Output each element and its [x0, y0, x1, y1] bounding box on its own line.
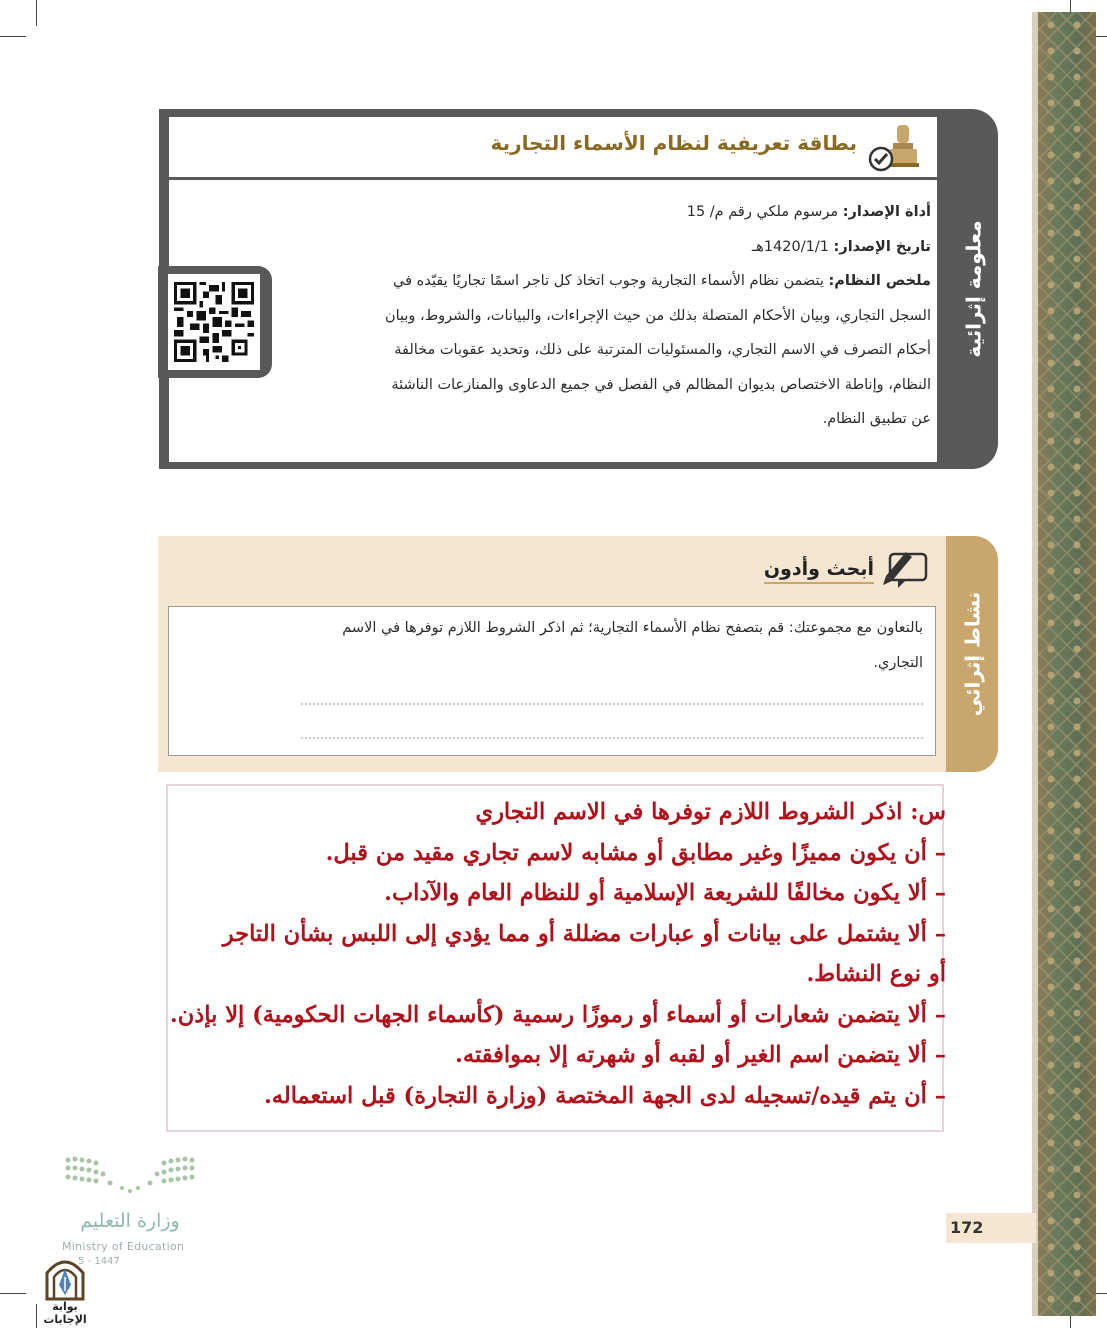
- dotted-writing-line: [301, 703, 923, 705]
- info-line-text: السجل التجاري، وبيان الأحكام المتصلة بذلك من حيث الإجراءات، والبيانات، والشروط، وبيان: [384, 307, 931, 324]
- dotted-writing-line: [301, 737, 923, 739]
- decorative-border-strip: [1038, 12, 1096, 1316]
- info-card-side-label: معلومة إثرائية: [961, 220, 986, 358]
- answer-line: – أن يكون مميزًا وغير مطابق أو مشابه لاسم تجاري مقيد من قبل.: [325, 839, 946, 866]
- answers-gate-label[interactable]: بوابة الإجابات: [43, 1300, 87, 1326]
- answer-question: س: اذكر الشروط اللازم توفرها في الاسم التجاري: [475, 799, 946, 825]
- activity-side-label: نشاط إثرائي: [960, 591, 985, 717]
- info-line-label: أداة الإصدار:: [842, 204, 931, 220]
- crop-mark: [0, 1293, 26, 1294]
- info-card-content: [169, 117, 937, 462]
- activity-prompt-line: بالتعاون مع مجموعتك: قم بتصفح نظام الأسماء التجارية؛ ثم اذكر الشروط اللازم توفرها في الاسم: [342, 620, 923, 636]
- answer-line: أو نوع النشاط.: [806, 961, 946, 987]
- answers-gate-logo-icon: [44, 1255, 86, 1301]
- crop-mark: [0, 36, 26, 37]
- info-card-body: [291, 195, 931, 437]
- enrichment-activity-card: [158, 536, 998, 772]
- info-line-label: ملخص النظام:: [828, 273, 931, 289]
- info-line: [291, 195, 931, 230]
- info-line-text: عن تطبيق النظام.: [822, 411, 931, 427]
- activity-title: أبحث وأدون: [764, 558, 874, 584]
- stamp-check-icon: [867, 123, 919, 173]
- info-card-title: بطاقة تعريفية لنظام الأسماء التجارية: [490, 131, 857, 155]
- academic-year: 5 - 1447: [78, 1256, 120, 1267]
- pen-speech-icon: [880, 544, 930, 590]
- enrichment-info-card: [159, 109, 998, 469]
- info-line-text: يتضمن نظام الأسماء التجارية وجوب اتخاذ كل تاجر اسمًا تجاريًا يقيّده في: [393, 273, 829, 289]
- ministry-logo-icon: [62, 1154, 198, 1196]
- info-line-text: مرسوم ملكي رقم م/ 15: [686, 204, 843, 220]
- ministry-name-arabic: وزارة التعليم: [80, 1210, 180, 1232]
- info-card-side-tab: [949, 109, 998, 469]
- info-line: [291, 264, 931, 299]
- answer-line: – ألا يتضمن شعارات أو أسماء أو رموزًا رسمية (كأسماء الجهات الحكومية) إلا بإذن.: [169, 1001, 946, 1028]
- info-line: [291, 368, 931, 403]
- crop-mark: [36, 0, 37, 26]
- handwritten-answer-box: [166, 784, 944, 1132]
- page-number: 172: [946, 1213, 1036, 1243]
- info-card-header: [169, 117, 937, 180]
- info-line-text: النظام، وإناطة الاختصاص بديوان المظالم في الفصل في جميع الدعاوى والمنازعات الناشئة: [391, 376, 931, 393]
- info-line-label: تاريخ الإصدار:: [833, 238, 931, 255]
- activity-prompt-line: التجاري.: [873, 655, 923, 671]
- qr-code-icon[interactable]: [174, 282, 254, 362]
- info-line: [291, 402, 931, 437]
- info-line-text: أحكام التصرف في الاسم التجاري، والمسئوليات المترتبة على ذلك، وتحديد عقوبات مخالفة: [394, 342, 931, 358]
- qr-code-background: [168, 274, 260, 370]
- answer-text: [169, 792, 946, 1116]
- activity-prompt: [183, 611, 923, 681]
- info-line: [291, 299, 931, 334]
- info-line: [291, 333, 931, 368]
- answer-line: – ألا يكون مخالفًا للشريعة الإسلامية أو للنظام العام والآداب.: [384, 880, 946, 906]
- activity-answer-area[interactable]: [168, 606, 936, 756]
- answer-line: – ألا يشتمل على بيانات أو عبارات مضللة أو مما يؤدي إلى اللبس بشأن التاجر: [222, 920, 946, 947]
- info-line-text: 1420/1/1هـ: [751, 238, 834, 255]
- activity-side-tab: [946, 536, 998, 772]
- qr-code-frame: [158, 266, 272, 378]
- info-line: [291, 230, 931, 265]
- answer-line: – ألا يتضمن اسم الغير أو لقبه أو شهرته إلا بموافقته.: [455, 1042, 946, 1068]
- answer-line: – أن يتم قيده/تسجيله لدى الجهة المختصة (وزارة التجارة) قبل استعماله.: [263, 1082, 946, 1109]
- ministry-name-english: Ministry of Education: [62, 1240, 185, 1253]
